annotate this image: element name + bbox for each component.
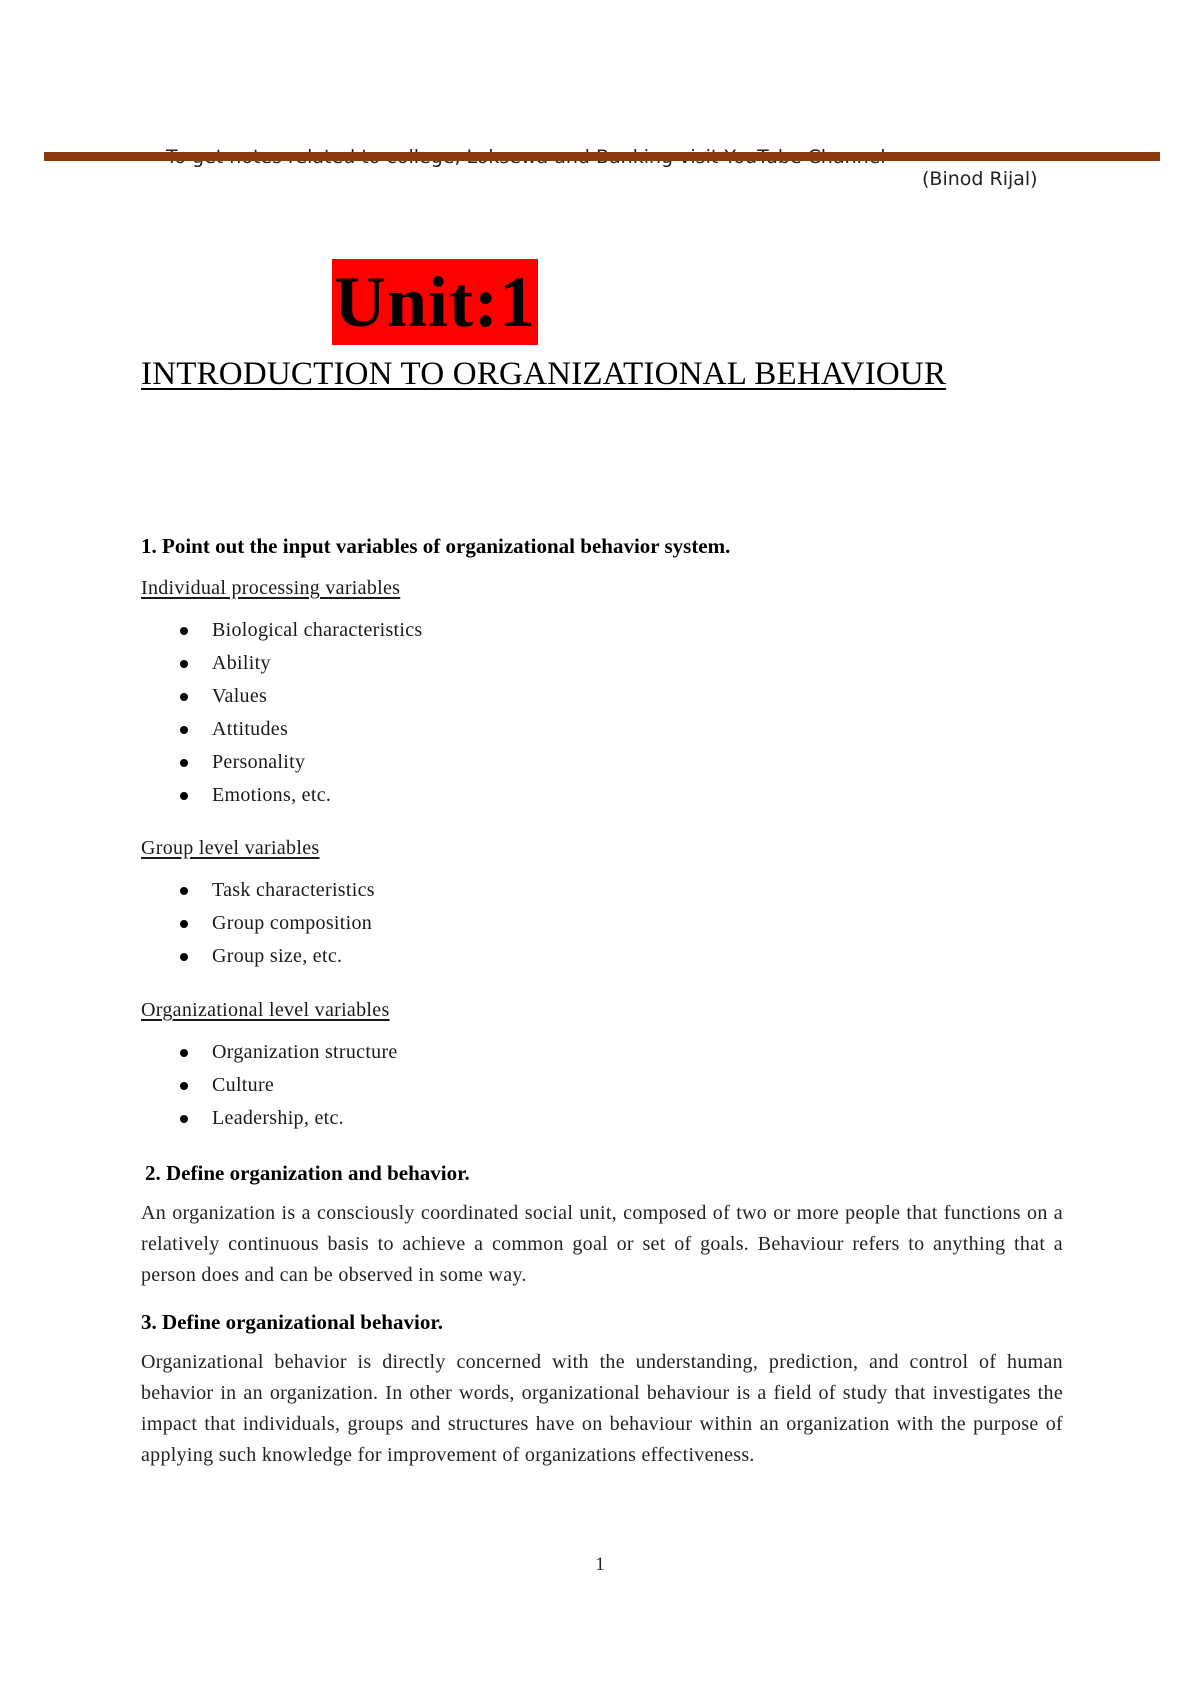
- bullet-icon: [180, 660, 188, 668]
- individual-variables-list: [0, 614, 423, 812]
- list-item: Task characteristics: [0, 874, 375, 907]
- list-item: Organization structure: [0, 1036, 398, 1069]
- bullet-icon: [180, 726, 188, 734]
- bullet-icon: [180, 627, 188, 635]
- bullet-icon: [180, 792, 188, 800]
- page-number: 1: [595, 1554, 605, 1575]
- bullet-icon: [180, 1049, 188, 1057]
- bullet-icon: [180, 887, 188, 895]
- group-variables-list: [0, 874, 375, 973]
- list-item: Biological characteristics: [0, 614, 423, 647]
- list-item: Ability: [0, 647, 423, 680]
- question-3-answer: Organizational behavior is directly concerned with the understanding, prediction, and control of human behavior in an organization. In other words, organizational behaviour is a field of study that investigates the impact that individuals, groups and structures have on behaviour within an organization with the purpose of applying such knowledge for improvement of organizations effectiveness.: [141, 1351, 1063, 1466]
- bullet-icon: [180, 759, 188, 767]
- question-3-heading: 3. Define organizational behavior.: [141, 1310, 443, 1334]
- list-item: Leadership, etc.: [0, 1102, 398, 1135]
- bullet-icon: [180, 1082, 188, 1090]
- page-title: INTRODUCTION TO ORGANIZATIONAL BEHAVIOUR: [141, 356, 947, 392]
- list-item: Group composition: [0, 907, 375, 940]
- question-2-heading: 2. Define organization and behavior.: [145, 1161, 470, 1185]
- list-item: Attitudes: [0, 713, 423, 746]
- unit-label: Unit:1: [332, 259, 538, 345]
- individual-variables-heading: Individual processing variables: [141, 577, 401, 599]
- question-1-heading: 1. Point out the input variables of organizational behavior system.: [141, 534, 731, 558]
- organizational-variables-heading: Organizational level variables: [141, 999, 390, 1021]
- list-item: Culture: [0, 1069, 398, 1102]
- bullet-icon: [180, 953, 188, 961]
- list-item: Group size, etc.: [0, 940, 375, 973]
- list-item: Values: [0, 680, 423, 713]
- bullet-icon: [180, 920, 188, 928]
- bullet-icon: [180, 1115, 188, 1123]
- header-author: (Binod Rijal): [922, 168, 1038, 190]
- list-item: Personality: [0, 746, 423, 779]
- header-divider: [44, 152, 1160, 161]
- organizational-variables-list: [0, 1036, 398, 1135]
- group-variables-heading: Group level variables: [141, 837, 320, 859]
- list-item: Emotions, etc.: [0, 779, 423, 812]
- question-2-answer: An organization is a consciously coordinated social unit, composed of two or more people that functions on a relatively continuous basis to achieve a common goal or set of goals. Behaviour refers to anything that a person does and can be observed in some way.: [141, 1202, 1063, 1286]
- bullet-icon: [180, 693, 188, 701]
